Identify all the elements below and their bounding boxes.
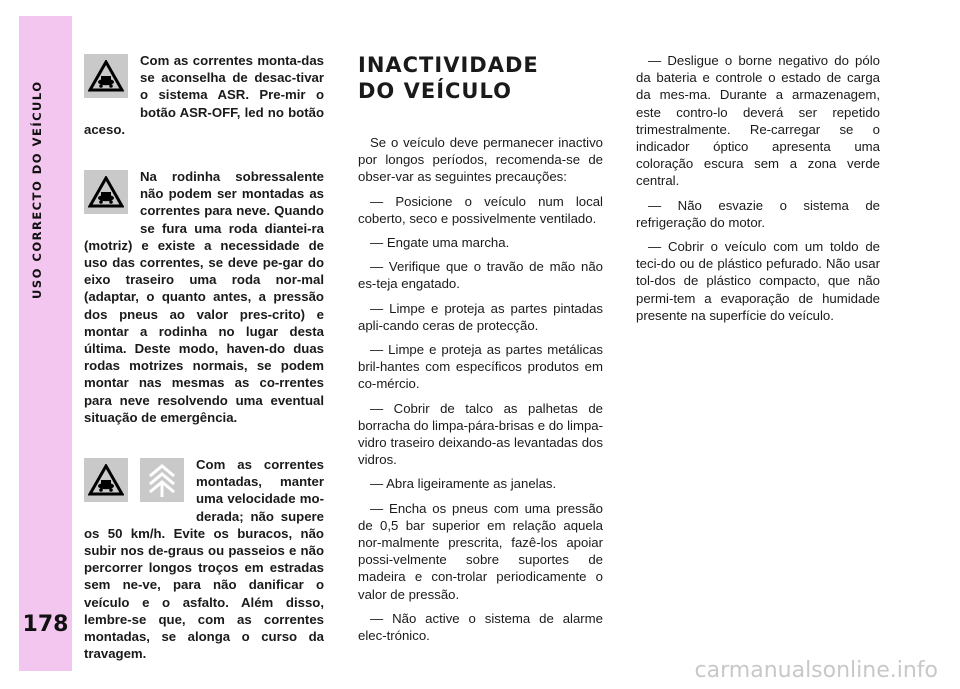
step-item: — Desligue o borne negativo do pólo da bateria e controle o estado de carga da mes-ma. Durante a armazenagem, este contro-lo deverá ser repetido trimestralmente. Re-carregar se o indicador óptico apresenta uma coloração escura sem a zona verde central. [636,53,880,189]
intro-paragraph: Se o veículo deve permanecer inactivo por longos períodos, recomenda-se de obser-var as seguintes precauções: [358,135,603,185]
page-number: 178 [22,612,69,637]
environment-tree-icon [140,458,184,502]
heading-line-2: DO VEÍCULO [358,79,512,103]
warning-text: Na rodinha sobressalente não podem ser montadas as correntes para neve. Quando se fura uma roda diantei-ra (motriz) e existe a necessidade de uso das correntes, se deve pe-gar do eixo traseiro uma roda nor-mal (adaptar, o quanto antes, a pressão dos pneus ao valor pres-crito) e montar a rodinha no lugar desta última. Deste modo, haven-do duas rodas motrizes normais, se podem montar nas mesmas as co-rrentes para neve resolvendo uma eventual situação de emergência. [84,169,324,425]
chapter-title: USO CORRECTO DO VEÍCULO [30,80,44,300]
warnings-column [84,52,324,679]
storage-column-continued [636,52,880,331]
watermark: carmanualsonline.info [694,658,938,683]
warning-car-icon [84,54,128,98]
step-item: — Não esvazie o sistema de refrigeração do motor. [636,197,880,230]
step-item: — Verifique que o travão de mão não es-teja engatado. [358,259,603,292]
step-item: — Limpe e proteja as partes pintadas apli-cando ceras de protecção. [358,300,603,333]
section-heading [358,52,603,104]
warning-block [84,168,324,426]
heading-line-1: INACTIVIDADE [358,53,539,77]
warning-block [84,456,324,662]
warning-text: Com as correntes monta-das se aconselha de desac-tivar o sistema ASR. Pre-mir o botão ASR-OFF, led no botão aceso. [84,53,324,137]
step-item: — Não active o sistema de alarme elec-trónico. [358,610,603,644]
step-item: — Limpe e proteja as partes metálicas bril-hantes com específicos produtos em co-mércio. [358,342,603,392]
warning-text: Com as correntes montadas, manter uma velocidade mo-derada; não supere os 50 km/h. Evite os buracos, não subir nos de-graus ou passeios e não percorrer longos troços em estradas sem ne-ve, para não danificar o veículo e o asfalto. Além disso, lembre-se que, com as correntes montadas, se alonga o curso da travagem. [84,457,324,662]
step-item: — Encha os pneus com uma pressão de 0,5 bar superior em relação aquela nor-malmente prescrita, fazê-los apoiar possi-velmente sobre suportes de madeira e con-trolar periodicamente o valor de pressão. [358,500,603,602]
step-item: — Cobrir de talco as palhetas de borracha do limpa-pára-brisas e do limpa-vidro traseiro deixando-as levantadas dos vidros. [358,400,603,468]
step-item: — Engate uma marcha. [370,235,510,251]
step-item: — Posicione o veículo num local coberto, seco e possivelmente ventilado. [358,193,603,226]
step-item: — Abra ligeiramente as janelas. [370,476,557,492]
warning-block [84,52,324,138]
warning-car-icon [84,170,128,214]
step-item: — Cobrir o veículo com um toldo de teci-do ou de plástico pefurado. Não usar tol-dos de plástico compacto, que não permi-tem a evaporação de humidade presente na superfície do veículo. [636,239,880,323]
warning-car-icon [84,458,128,502]
storage-column [358,52,603,651]
